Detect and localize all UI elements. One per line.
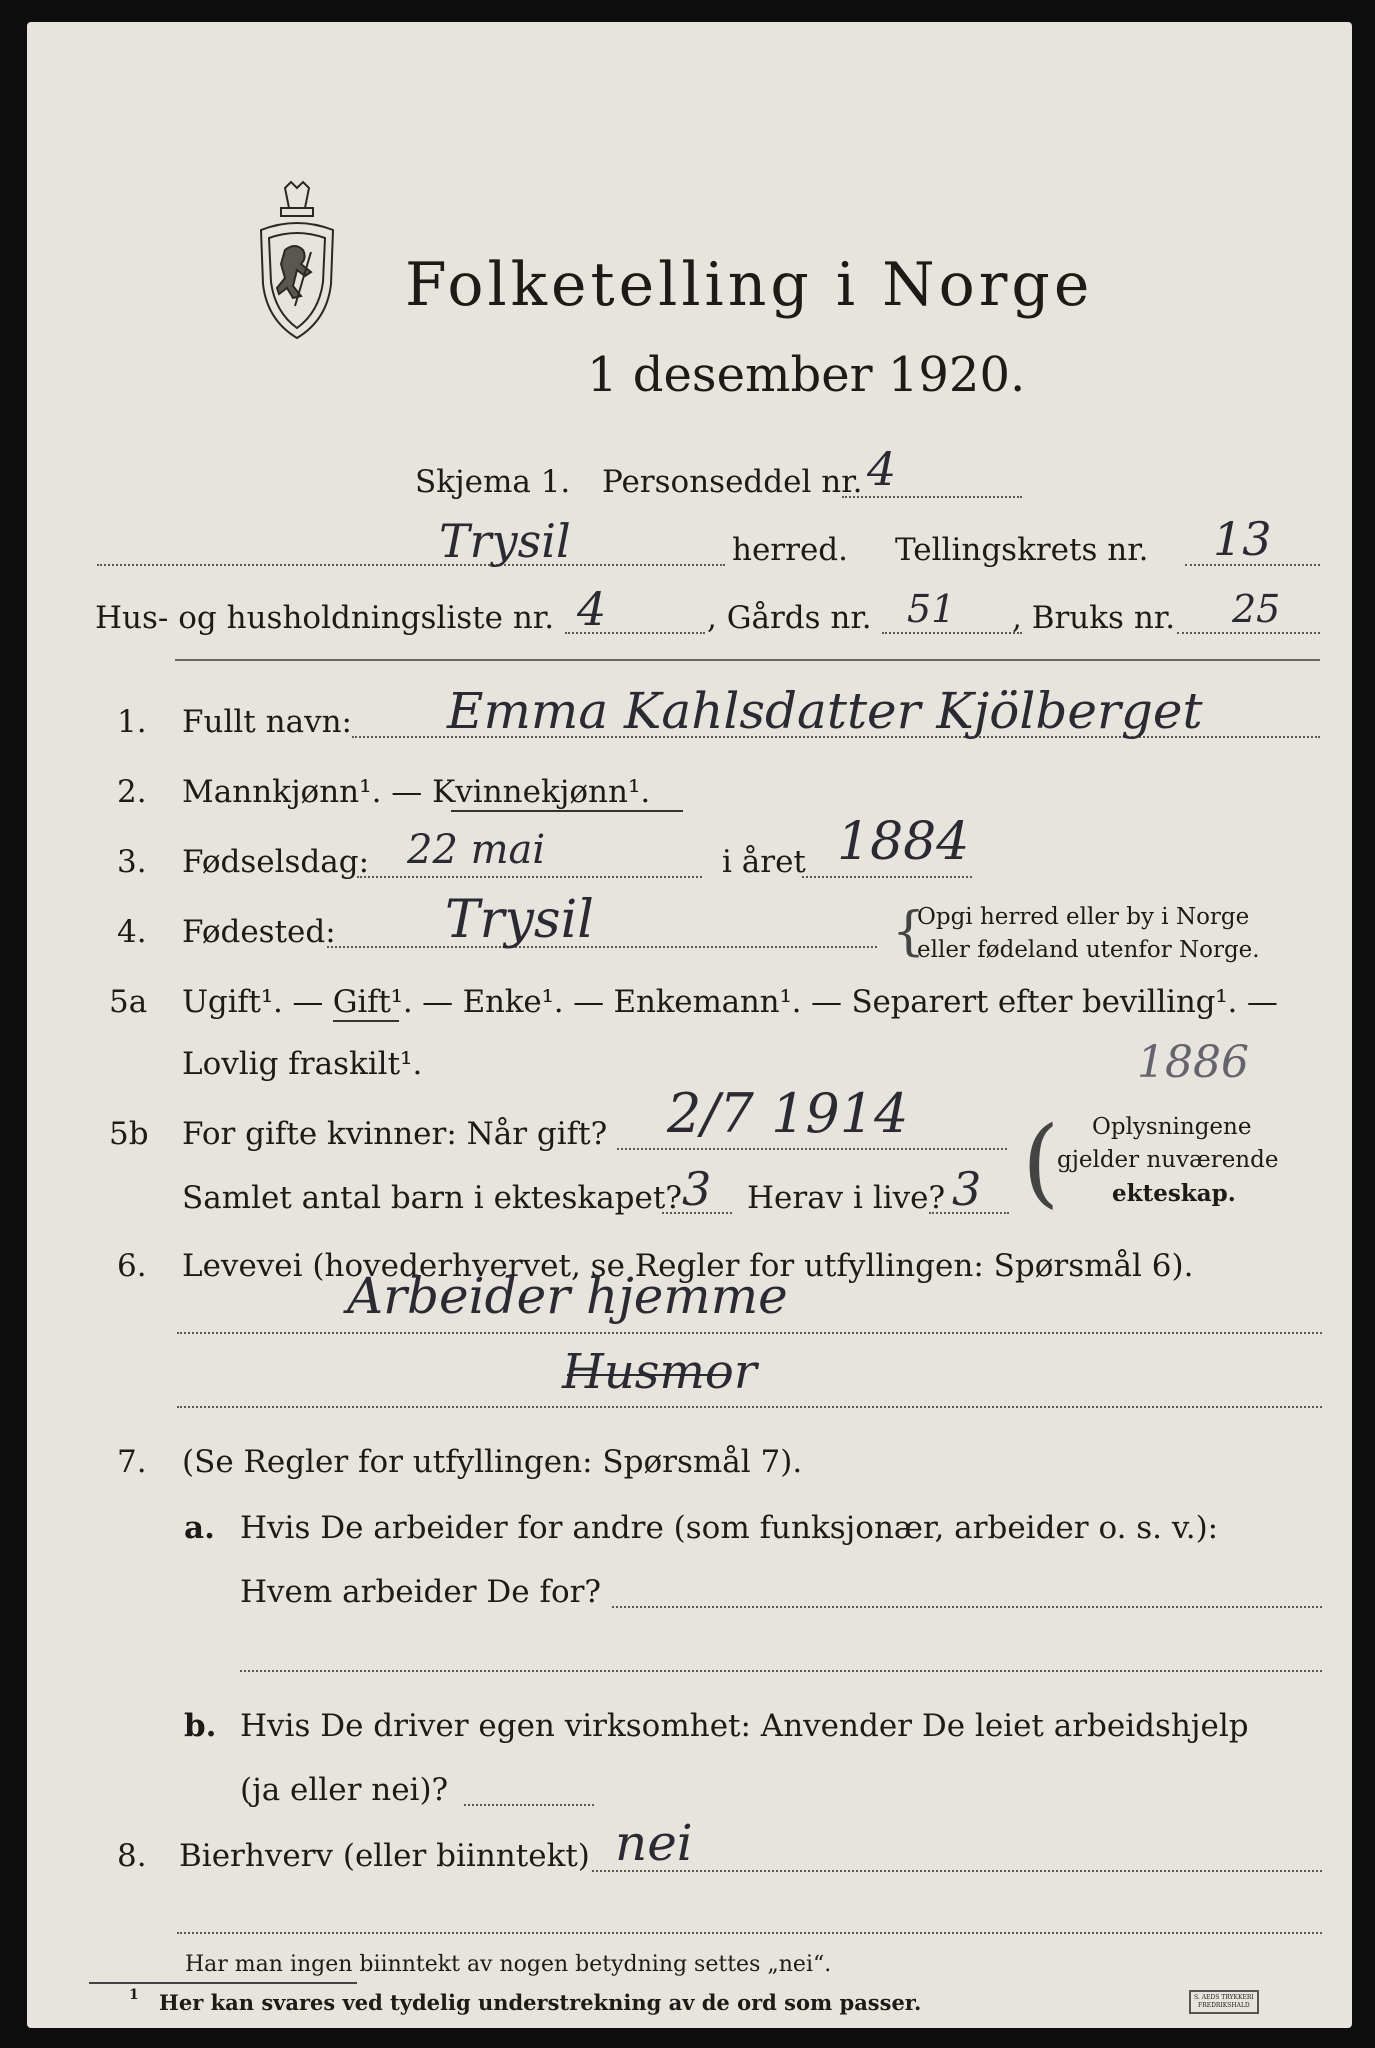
q5b-note-line-1: Oplysningene [1092,1114,1252,1140]
q6-number: 6. [117,1248,147,1284]
q7b-dotted-line [464,1804,594,1806]
form-title: Folketelling i Norge [405,250,1094,320]
q5a-number: 5a [109,984,148,1020]
q4-label: Fødested: [182,914,336,950]
q8-number: 8. [117,1838,147,1874]
bottom-note: Har man ingen biinntekt av nogen betydning settes „nei“. [185,1952,832,1977]
bruks-value: 25 [1232,587,1281,631]
q6-label: Levevei (hovederhvervet, se Regler for utfyllingen: Spørsmål 6). [182,1248,1194,1284]
printer-stamp [1189,1990,1259,2014]
q5b-note-line-2: gjelder nuværende [1057,1147,1279,1173]
coat-of-arms-icon [255,180,339,342]
herred-label: herred. [732,532,848,568]
q7-number: 7. [117,1444,147,1480]
printer-stamp-line-2: FREDRIKSHALD [1198,2002,1250,2009]
q7a-label: Hvis De arbeider for andre (som funksjonær, arbeider o. s. v.): [240,1510,1219,1546]
personseddel-label: Personseddel nr. [602,464,863,500]
q7b-letter: b. [184,1708,217,1744]
footnote-divider [89,1982,357,1984]
q3-label: Fødselsdag: [182,844,370,880]
q5b-label: For gifte kvinner: Når gift? [182,1116,608,1152]
gards-label: , Gårds nr. [707,600,872,636]
form-date: 1 desember 1920. [587,347,1026,403]
q4-note-line-1: Opgi herred eller by i Norge [917,904,1250,930]
q5a-label-2: Lovlig fraskilt¹. [182,1046,423,1082]
footnote-marker: 1 [129,1987,139,2003]
q7a-dotted-line-2 [240,1670,1322,1672]
census-form [27,22,1352,2028]
q5b-note-brace: ( [1022,1106,1060,1218]
q8-value: nei [615,1814,693,1872]
q5b-note-line-3: ekteskap. [1112,1180,1236,1207]
tellingskrets-label: Tellingskrets nr. [895,532,1149,568]
footnote-text: Her kan svares ved tydelig understrekning av de ord som passer. [159,1990,922,2015]
header-divider [175,659,1320,661]
herred-dotted-line [97,564,725,566]
q3-number: 3. [117,844,147,880]
bruks-label: , Bruks nr. [1012,600,1176,636]
q3-year-dotted-line [802,876,972,878]
hus-value: 4 [577,582,607,636]
q3-year-label: i året [722,844,806,880]
q4-number: 4. [117,914,147,950]
q8-label: Bierhverv (eller biinntekt) [179,1838,590,1874]
bruks-dotted-line [1177,632,1320,634]
q1-label: Fullt navn: [182,704,352,740]
q4-value: Trysil [445,890,594,950]
q1-value: Emma Kahlsdatter Kjölberget [447,682,1203,740]
q5a-label: Ugift¹. — Gift¹. — Enke¹. — Enkemann¹. — Separert efter bevilling¹. — [182,984,1278,1020]
q4-note-line-2: eller fødeland utenfor Norge. [917,937,1260,963]
q8-dotted-line-1 [592,1870,1322,1872]
q6-value-1: Arbeider hjemme [347,1267,788,1325]
q2-number: 2. [117,774,147,810]
q5b-number: 5b [109,1116,149,1152]
q5a-underline-gift [333,1020,399,1022]
q5b-alive-value: 3 [952,1162,982,1216]
q7a-dotted-line-1 [612,1606,1322,1608]
q6-dotted-line-1 [177,1332,1322,1334]
tellingskrets-value: 13 [1213,512,1272,566]
q5b-children-label: Samlet antal barn i ekteskapet? [182,1180,682,1216]
q6-value-2-strikethrough [567,1374,727,1376]
q1-number: 1. [117,704,147,740]
personseddel-dotted-line [842,496,1022,498]
q3-day-dotted-line [357,876,702,878]
q2-label: Mannkjønn¹. — Kvinnekjønn¹. [182,774,651,810]
q5b-alive-label: Herav i live? [747,1180,946,1216]
q5b-children-value: 3 [682,1162,712,1216]
gards-value: 51 [907,587,956,631]
q7b-label: Hvis De driver egen virksomhet: Anvender De leiet arbeidshjelp [240,1708,1249,1744]
q7b-label-2: (ja eller nei)? [240,1772,449,1808]
q6-value-2: Husmor [562,1344,757,1400]
q2-underline-kvinnekjonn [451,810,683,812]
q5b-married-value: 2/7 1914 [667,1082,909,1145]
skjema-label: Skjema 1. [415,464,571,500]
q5b-married-dotted-line [617,1148,1007,1150]
herred-value: Trysil [439,514,571,568]
hus-label: Hus- og husholdningsliste nr. [95,600,555,636]
q8-dotted-line-2 [177,1932,1322,1934]
q4-dotted-line [327,946,877,948]
q3-year-value: 1884 [837,812,970,872]
q7a-label-2: Hvem arbeider De for? [240,1574,602,1610]
q3-day-value: 22 mai [407,827,546,873]
q7-label: (Se Regler for utfyllingen: Spørsmål 7). [182,1444,803,1480]
q7a-letter: a. [184,1510,215,1546]
personseddel-value: 4 [867,442,897,496]
q5a-margin-value: 1886 [1137,1037,1249,1088]
q4-note-brace: { [892,902,926,962]
gards-dotted-line [882,632,1022,634]
printer-stamp-line-1: S. AEDS TRYKKERI [1194,1994,1254,2001]
q6-dotted-line-2 [177,1406,1322,1408]
